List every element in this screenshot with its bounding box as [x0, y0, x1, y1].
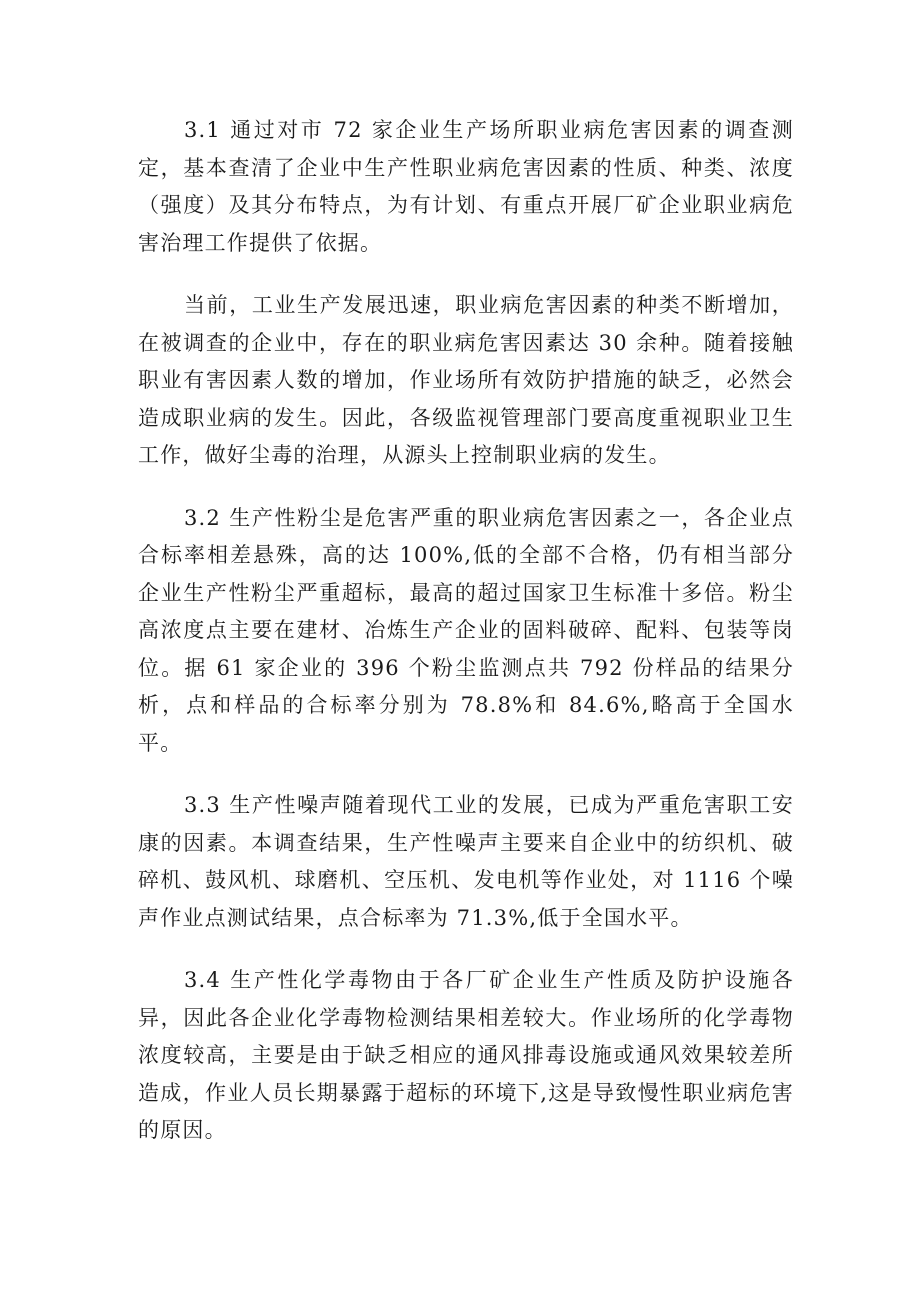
paragraph-3-1: 3.1 通过对市 72 家企业生产场所职业病危害因素的调查测定，基本查清了企业中生产性职业病危害因素的性质、种类、浓度（强度）及其分布特点，为有计划、有重点开展厂矿企业职业病危害治理工作提供了依据。 — [138, 118, 794, 255]
document-body — [138, 112, 794, 1150]
paragraph-3-4: 3.4 生产性化学毒物由于各厂矿企业生产性质及防护设施各异，因此各企业化学毒物检测结果相差较大。作业场所的化学毒物浓度较高，主要是由于缺乏相应的通风排毒设施或通风效果较差所造成，作业人员长期暴露于超标的环境下,这是导致慢性职业病危害的原因。 — [138, 968, 794, 1142]
paragraph-3-3: 3.3 生产性噪声随着现代工业的发展，已成为严重危害职工安康的因素。本调查结果，生产性噪声主要来自企业中的纺织机、破碎机、鼓风机、球磨机、空压机、发电机等作业处，对 1116 个噪声作业点测试结果，点合标率为 71.3%,低于全国水平。 — [138, 793, 794, 930]
paragraph-current-situation: 当前，工业生产发展迅速，职业病危害因素的种类不断增加，在被调查的企业中，存在的职业病危害因素达 30 余种。随着接触职业有害因素人数的增加，作业场所有效防护措施的缺乏，必然会造成职业病的发生。因此，各级监视管理部门要高度重视职业卫生工作，做好尘毒的治理，从源头上控制职业病的发生。 — [138, 293, 794, 467]
paragraph-3-2: 3.2 生产性粉尘是危害严重的职业病危害因素之一，各企业点合标率相差悬殊，高的达 100%,低的全部不合格，仍有相当部分企业生产性粉尘严重超标，最高的超过国家卫生标准十多倍。粉尘高浓度点主要在建材、冶炼生产企业的固料破碎、配料、包装等岗位。据 61 家企业的 396 个粉尘监测点共 792 份样品的结果分析，点和样品的合标率分别为 78.8%和 84.6%,略高于全国水平。 — [138, 505, 794, 755]
